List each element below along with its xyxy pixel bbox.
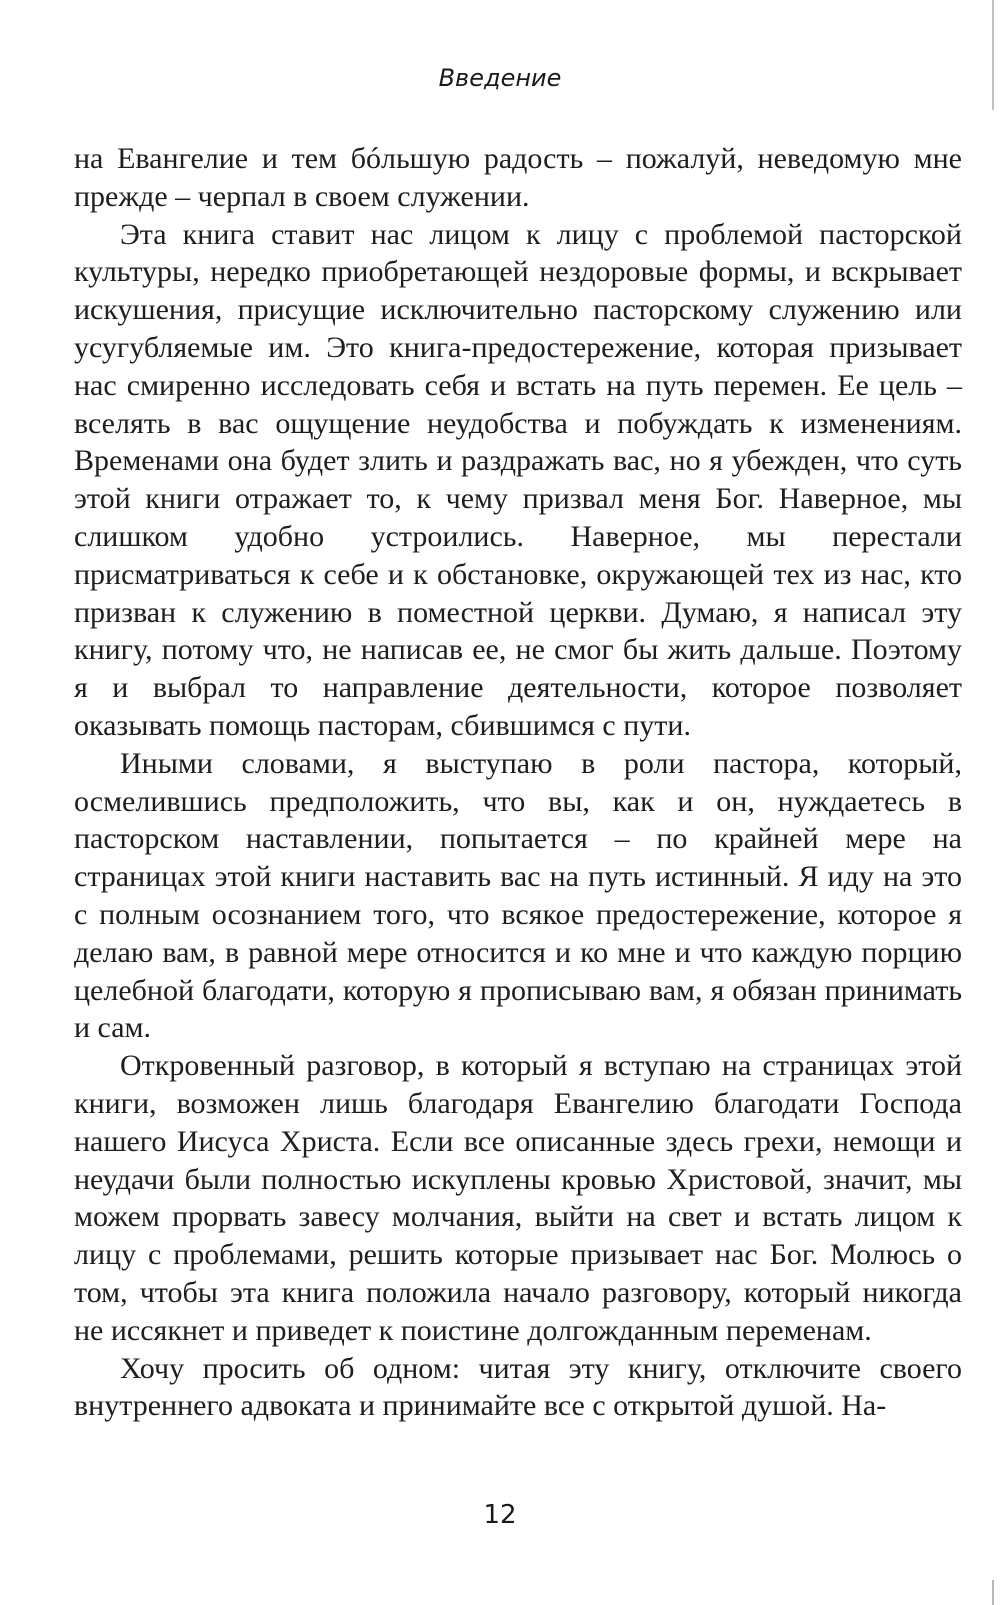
body-text bbox=[74, 140, 962, 1425]
running-header: Введение bbox=[438, 64, 562, 92]
page-number: 12 bbox=[483, 1500, 517, 1530]
page-edge-mark bbox=[992, 0, 994, 110]
paragraph: Откровенный разговор, в который я вступаю на страницах этой книги, возможен лишь благодаря Евангелию благодати Господа нашего Иисуса Христа. Если все описанные здесь грехи, немощи и неудачи были полностью искуплены кровью Христовой, значит, мы можем прорвать завесу молчания, выйти на свет и встать лицом к лицу с проблемами, решить которые призывает нас Бог. Молюсь о том, чтобы эта книга положила начало разговору, который никогда не иссякнет и приведет к поистине долгожданным переменам. bbox=[74, 1049, 962, 1347]
paragraph: Иными словами, я выступаю в роли пастора, который, осмелившись предположить, что вы, как и он, нуждаетесь в пасторском наставлении, попытается – по крайней мере на страницах этой книги наставить вас на путь истинный. Я иду на это с полным осознанием того, что всякое предостережение, которое я делаю вам, в равной мере относится и ко мне и что каждую порцию целебной благодати, которую я прописываю вам, я обязан принимать и сам. bbox=[74, 746, 962, 1045]
page-edge-mark bbox=[992, 1580, 994, 1605]
paragraph: Эта книга ставит нас лицом к лицу с проблемой пасторской культуры, нередко приобретающей нездоровые формы, и вскрывает искушения, присущие исключительно пасторскому служению или усугубляемые им. Это книга-предостережение, которая призывает нас смиренно исследовать себя и встать на путь перемен. Ее цель – вселять в вас ощущение неудобства и побуждать к изменениям. Временами она будет злить и раздражать вас, но я убежден, что суть этой книги отражает то, к чему призвал меня Бог. Наверное, мы слишком удобно устроились. Наверное, мы перестали присматриваться к себе и к обстановке, окружающей тех из нас, кто призван к служению в поместной церкви. Думаю, я написал эту книгу, потому что, не написав ее, не смог бы жить дальше. Поэтому я и выбрал то направление деятельности, которое позволяет оказывать помощь пасторам, сбившимся с пути. bbox=[74, 217, 962, 742]
paragraph-continued: на Евангелие и тем бóльшую радость – пожалуй, неведомую мне прежде – черпал в своем служении. bbox=[74, 142, 962, 213]
paragraph: Хочу просить об одном: читая эту книгу, отключите своего внутреннего адвоката и принимайте все с открытой душой. На- bbox=[74, 1351, 962, 1423]
